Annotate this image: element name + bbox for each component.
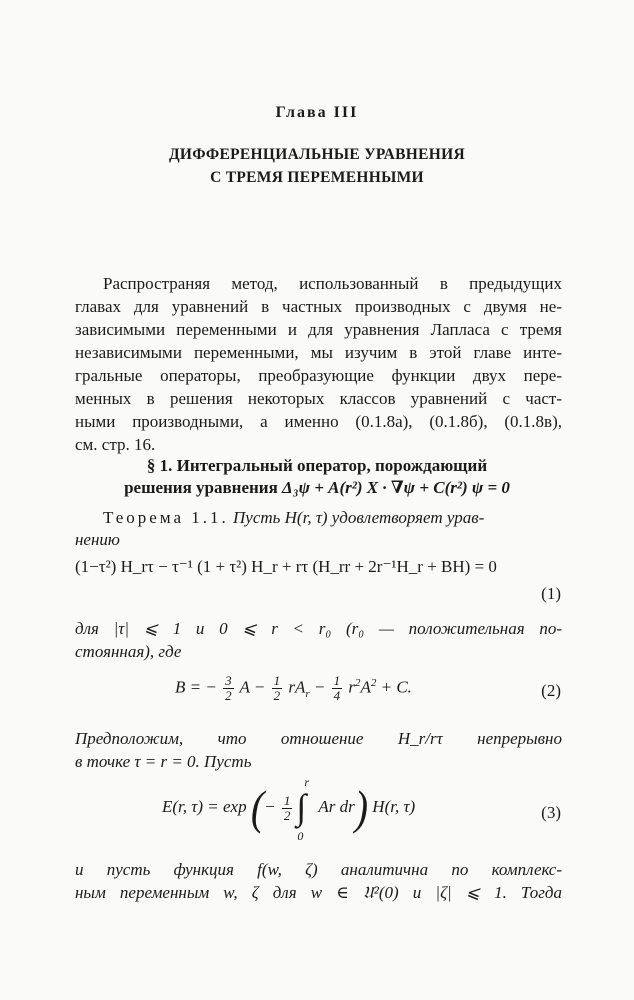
equation-2-number: (2) [541, 681, 561, 700]
theorem-statement: Пусть H(r, τ) удовлетворяет урав- [233, 508, 485, 527]
final-line-2: ным переменным w, ζ для w ∈ 𝔘²(0) и |ζ| ⩽ 1. Тогда [75, 883, 562, 902]
section-title: § 1. Интегральный оператор, порождающий [146, 456, 488, 475]
chapter-title-line-2: С ТРЕМЯ ПЕРЕМЕННЫМИ [210, 169, 424, 186]
equation-2: B = − $\frac{3}{2}$ A − $\frac{1}{2}$ $rA_r$ − $\frac{1}{4}$ $r^2A^2 + C$. [175, 673, 412, 703]
intro-line-2: главах для уравнений в частных производных с двумя не- [75, 297, 562, 316]
condition-line-1: для |τ| ⩽ 1 и 0 ⩽ r < r₀ (r₀ — положительная по- [75, 619, 562, 638]
assumption-line-1: Предположим, что отношение H_r/rτ непрерывно [75, 729, 562, 748]
intro-line-8: см. стр. 16. [75, 435, 156, 454]
integral-sign: r ∫ 0 [296, 775, 310, 843]
intro-line-5: гральные операторы, преобразующие функции двух пере- [75, 366, 562, 385]
intro-line-4: независимыми переменными, мы изучим в этой главе инте- [75, 343, 562, 362]
theorem-label: Теорема 1.1. [103, 508, 229, 527]
intro-line-7: ными производными, а именно (0.1.8а), (0.1.8б), (0.1.8в), [75, 412, 562, 431]
equation-3: E(r, τ) = exp (− $\frac{1}{2}$ r ∫ 0 Ar dr) H(r, τ) [162, 775, 416, 843]
theorem-line-2: нению [75, 530, 120, 549]
equation-3-number: (3) [541, 803, 561, 822]
section-equation: Δ₃ψ + A(r²) X · ∇ψ + C(r²) ψ = 0 [282, 478, 510, 497]
theorem-line [103, 508, 484, 528]
equation-1 [75, 557, 497, 577]
intro-line-1: Распространяя метод, использованный в предыдущих [103, 274, 562, 293]
condition-line-2: стоянная), где [75, 642, 182, 661]
equation-1-body: (1−τ²) H_rτ − τ⁻¹ (1 + τ²) H_r + rτ (H_rr + 2r⁻¹H_r + BH) = 0 [75, 557, 497, 576]
section-subtitle [0, 478, 634, 498]
chapter-heading: Глава III [275, 104, 359, 121]
equation-1-number: (1) [541, 584, 561, 603]
intro-line-6: менных в решения некоторых классов уравнений с част- [75, 389, 562, 408]
section-subtitle-prefix: решения уравнения [124, 478, 278, 497]
chapter-title-line-1: ДИФФЕРЕНЦИАЛЬНЫЕ УРАВНЕНИЯ [168, 146, 466, 163]
intro-line-3: зависимыми переменными и для уравнения Лапласа с тремя [75, 320, 562, 339]
final-line-1: и пусть функция f(w, ζ) аналитична по комплекс- [75, 860, 562, 879]
assumption-line-2: в точке τ = r = 0. Пусть [75, 752, 252, 771]
